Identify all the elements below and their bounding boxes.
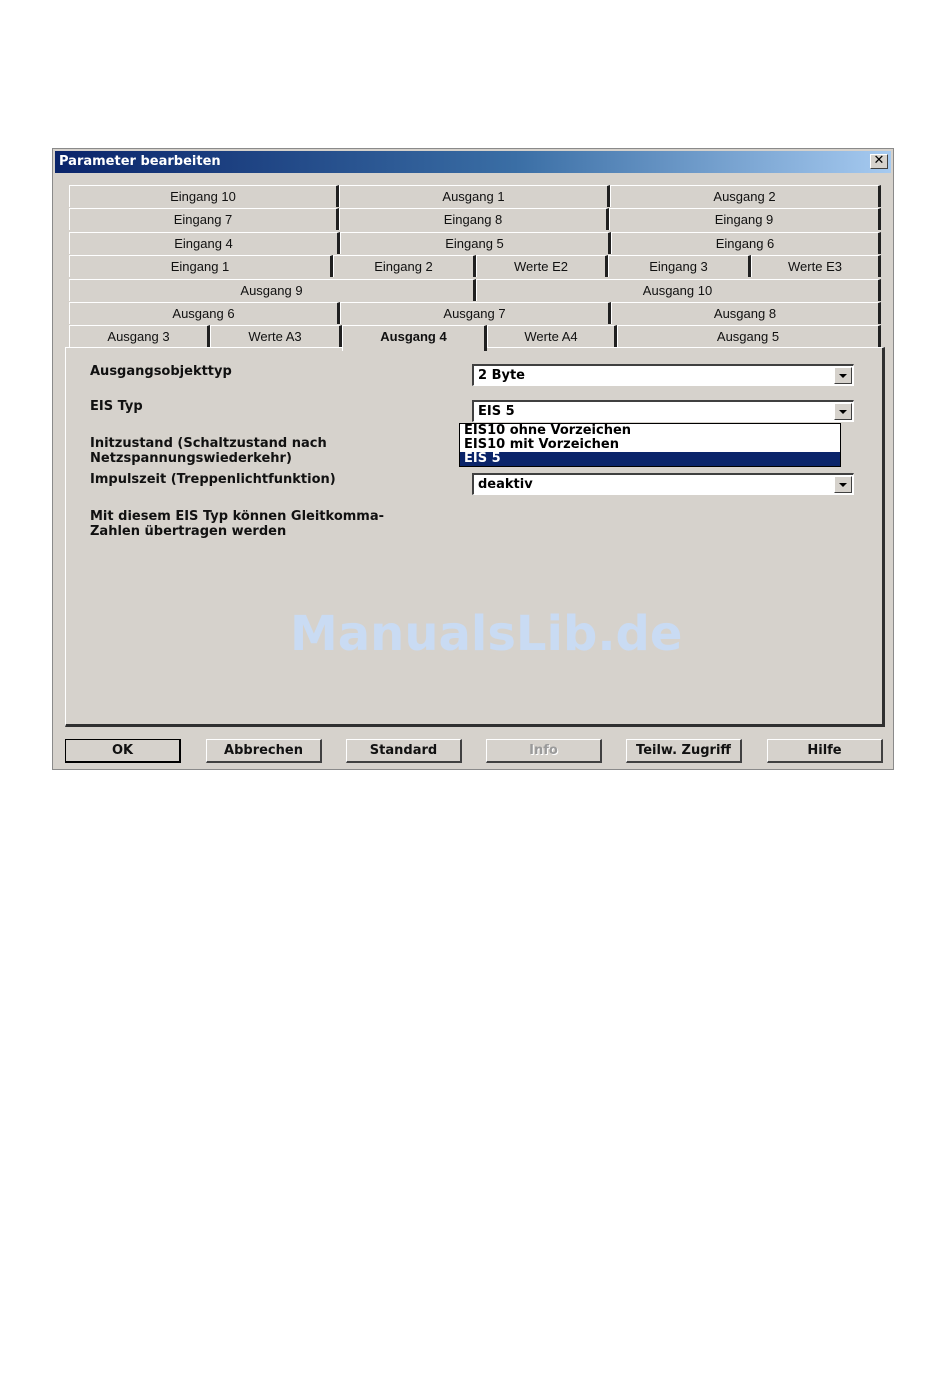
- tab-ausgang-10[interactable]: Ausgang 10: [476, 279, 881, 301]
- title-bar[interactable]: [55, 151, 891, 173]
- eis-typ-dropdown-list: [459, 423, 841, 467]
- chevron-down-icon[interactable]: [834, 476, 852, 493]
- parameter-dialog: [52, 148, 894, 770]
- initzustand-label: [90, 436, 327, 466]
- watermark: ManualsLib.de: [290, 606, 683, 662]
- teilw-zugriff-button[interactable]: Teilw. Zugriff: [626, 739, 742, 763]
- tab-eingang-2[interactable]: Eingang 2: [333, 255, 476, 277]
- chevron-down-icon[interactable]: [834, 367, 852, 384]
- eis-typ-option-eis10-ohne-vorzeichen[interactable]: EIS10 ohne Vorzeichen: [464, 423, 632, 438]
- ausgangsobjekttyp-label: Ausgangsobjekttyp: [90, 364, 232, 379]
- tab-row-6: [69, 302, 879, 324]
- standard-button[interactable]: Standard: [346, 739, 462, 763]
- tab-eingang-8[interactable]: Eingang 8: [339, 208, 609, 230]
- tab-ausgang-8[interactable]: Ausgang 8: [611, 302, 881, 324]
- chevron-down-icon[interactable]: [834, 403, 852, 420]
- tab-eingang-4[interactable]: Eingang 4: [69, 232, 340, 254]
- ausgangsobjekttyp-select[interactable]: [472, 364, 854, 386]
- impulszeit-label: Impulszeit (Treppenlichtfunktion): [90, 472, 336, 487]
- impulszeit-value: deaktiv: [478, 477, 533, 492]
- tab-eingang-7[interactable]: Eingang 7: [69, 208, 339, 230]
- tab-row-3: [69, 232, 879, 254]
- ausgangsobjekttyp-value: 2 Byte: [478, 368, 525, 383]
- impulszeit-select[interactable]: [472, 473, 854, 495]
- tab-eingang-5[interactable]: Eingang 5: [340, 232, 611, 254]
- tab-ausgang-7[interactable]: Ausgang 7: [340, 302, 611, 324]
- tab-ausgang-2[interactable]: Ausgang 2: [610, 185, 881, 207]
- tab-werte-a3[interactable]: Werte A3: [210, 325, 342, 347]
- eis-typ-option-eis5[interactable]: EIS 5: [460, 452, 840, 466]
- window-title: Parameter bearbeiten: [59, 154, 221, 169]
- abbrechen-button[interactable]: Abbrechen: [206, 739, 322, 763]
- tab-werte-a4[interactable]: Werte A4: [487, 325, 617, 347]
- tab-row-5: [69, 279, 879, 301]
- tab-ausgang-5[interactable]: Ausgang 5: [617, 325, 881, 347]
- tab-ausgang-1[interactable]: Ausgang 1: [339, 185, 610, 207]
- tab-ausgang-6[interactable]: Ausgang 6: [69, 302, 340, 324]
- tab-eingang-3[interactable]: Eingang 3: [608, 255, 751, 277]
- tab-row-2: [69, 208, 879, 230]
- eis-typ-option-eis10-mit-vorzeichen[interactable]: EIS10 mit Vorzeichen: [464, 437, 620, 452]
- eis-typ-value: EIS 5: [478, 404, 515, 419]
- tab-werte-e2[interactable]: Werte E2: [476, 255, 608, 277]
- info-text-line1: Mit diesem EIS Typ können Gleitkomma-: [90, 509, 385, 524]
- eis-typ-label: EIS Typ: [90, 399, 143, 414]
- initzustand-label-line2: Netzspannungswiederkehr): [90, 451, 292, 466]
- info-text-line2: Zahlen übertragen werden: [90, 524, 287, 539]
- close-icon: ✕: [873, 153, 885, 168]
- tab-ausgang-4[interactable]: Ausgang 4: [342, 325, 487, 351]
- tab-eingang-6[interactable]: Eingang 6: [611, 232, 881, 254]
- tab-row-4: [69, 255, 879, 277]
- close-button[interactable]: [870, 154, 888, 169]
- tab-ausgang-9[interactable]: Ausgang 9: [69, 279, 476, 301]
- tab-werte-e3[interactable]: Werte E3: [751, 255, 881, 277]
- info-button[interactable]: Info: [486, 739, 602, 763]
- initzustand-label-line1: Initzustand (Schaltzustand nach: [90, 436, 327, 451]
- tab-eingang-10[interactable]: Eingang 10: [69, 185, 339, 207]
- tab-eingang-1[interactable]: Eingang 1: [69, 255, 333, 277]
- ok-button[interactable]: OK: [65, 739, 181, 763]
- tab-panel: [65, 347, 885, 727]
- eis-typ-select[interactable]: [472, 400, 854, 422]
- tab-ausgang-3[interactable]: Ausgang 3: [69, 325, 210, 347]
- tab-row-1: [69, 185, 879, 207]
- tab-row-7: [69, 325, 879, 347]
- tab-eingang-9[interactable]: Eingang 9: [609, 208, 881, 230]
- info-text: [90, 509, 384, 539]
- hilfe-button[interactable]: Hilfe: [767, 739, 883, 763]
